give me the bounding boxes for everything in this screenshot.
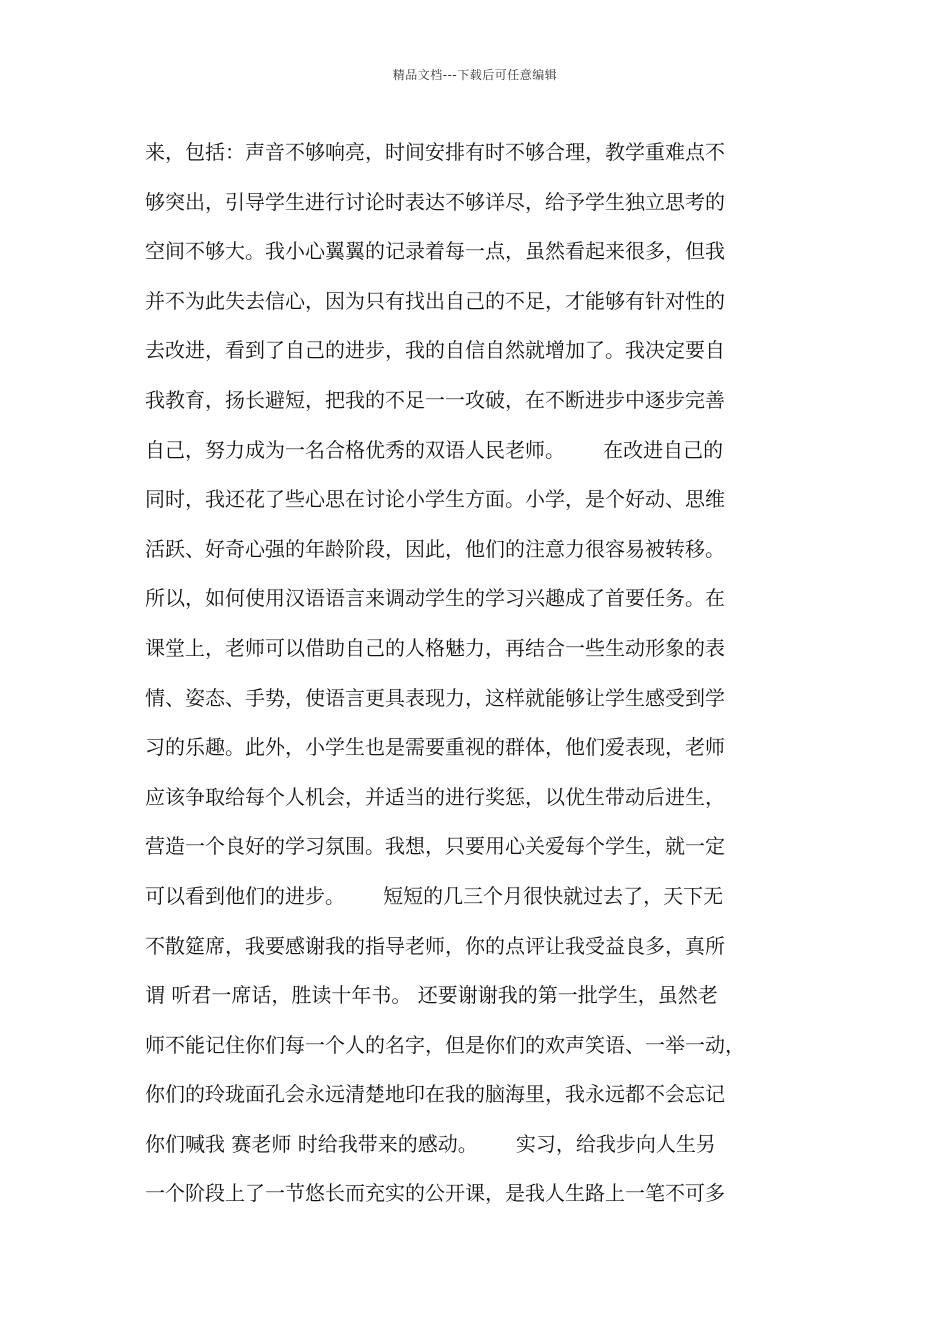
text-line: 不散筵席，我要感谢我的指导老师，你的点评让我受益良多，真所 [145, 933, 725, 958]
text-line: 课堂上，老师可以借助自己的人格魅力，再结合一些生动形象的表 [145, 635, 725, 660]
page-header: 精品文档---下载后可任意编辑 [392, 68, 558, 82]
text-line: 我教育，扬长避短，把我的不足一一攻破，在不断进步中逐步完善 [145, 387, 725, 412]
text-line: 情、姿态、手势，使语言更具表现力，这样就能够让学生感受到学 [145, 685, 725, 710]
text-line: 谓 听君一席话，胜读十年书。 还要谢谢我的第一批学生，虽然老 [145, 983, 718, 1008]
text-line: 自己，努力成为一名合格优秀的双语人民老师。 在改进自己的 [145, 437, 724, 462]
text-line: 同时，我还花了些心思在讨论小学生方面。小学，是个好动、思维 [145, 487, 725, 512]
text-line: 够突出，引导学生进行讨论时表达不够详尽，给予学生独立思考的 [145, 189, 725, 214]
text-line: 习的乐趣。此外，小学生也是需要重视的群体，他们爱表现，老师 [145, 735, 725, 760]
text-line: 可以看到他们的进步。 短短的几三个月很快就过去了，天下无 [145, 883, 724, 908]
text-line: 营造一个良好的学习氛围。我想，只要用心关爱每个学生，就一定 [145, 834, 725, 859]
text-line: 你们喊我 赛老师 时给我带来的感动。 实习，给我步向人生另 [145, 1131, 716, 1156]
text-line: 活跃、好奇心强的年龄阶段，因此，他们的注意力很容易被转移。 [145, 536, 725, 561]
text-line: 去改进，看到了自己的进步，我的自信自然就增加了。我决定要自 [145, 338, 725, 363]
text-line: 空间不够大。我小心翼翼的记录着每一点，虽然看起来很多，但我 [145, 239, 725, 264]
text-line: 并不为此失去信心，因为只有找出自己的不足，才能够有针对性的 [145, 288, 725, 313]
body-text [145, 128, 825, 1219]
text-line: 你们的玲珑面孔会永远清楚地印在我的脑海里，我永远都不会忘记 [145, 1082, 725, 1107]
text-line: 一个阶段上了一节悠长而充实的公开课，是我人生路上一笔不可多 [145, 1181, 725, 1206]
text-line: 来，包括：声音不够响亮，时间安排有时不够合理，教学重难点不 [145, 140, 725, 164]
text-line: 所以，如何使用汉语语言来调动学生的学习兴趣成了首要任务。在 [145, 586, 725, 611]
text-line: 应该争取给每个人机会，并适当的进行奖惩，以优生带动后进生， [145, 784, 725, 809]
text-line: 师不能记住你们每一个人的名字，但是你们的欢声笑语、一举一动， [145, 1032, 745, 1057]
